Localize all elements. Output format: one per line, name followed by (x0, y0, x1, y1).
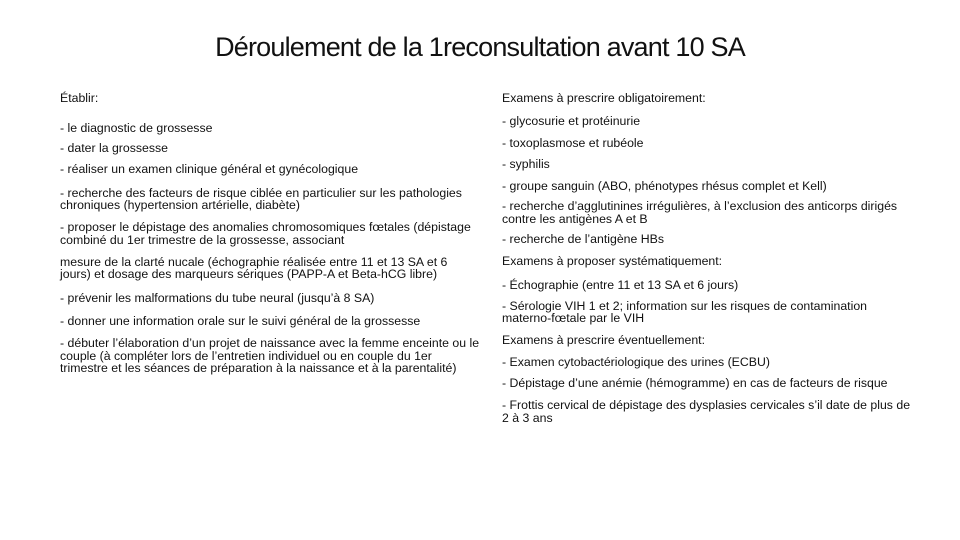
left-item-clarte-nucale: mesure de la clarté nucale (échographie réalisée entre 11 et 13 SA et 6 jours) et dosage des marqueurs sériques (PAPP-A et Beta-hCG libre) (60, 255, 448, 282)
left-item-dater: - dater la grossesse (60, 141, 168, 156)
right-item-anemie: - Dépistage d’une anémie (hémogramme) en cas de facteurs de risque (502, 376, 888, 391)
left-heading: Établir: (60, 91, 99, 105)
left-item-diagnostic: - le diagnostic de grossesse (60, 121, 213, 135)
right-heading-systematique: Examens à proposer systématiquement: (502, 254, 723, 269)
right-heading-eventuel: Examens à prescrire éventuellement: (502, 332, 705, 347)
right-item-syphilis: - syphilis (502, 156, 550, 171)
left-column (60, 92, 480, 374)
right-item-glycosurie: - glycosurie et protéinurie (502, 114, 641, 129)
right-item-ecbu: - Examen cytobactériologique des urines (ECBU) (502, 354, 770, 369)
right-item-echographie: - Échographie (entre 11 et 13 SA et 6 jours) (502, 277, 739, 292)
right-item-antigene-hbs: - recherche de l’antigène HBs (502, 232, 664, 247)
left-item-facteurs: - recherche des facteurs de risque ciblée en particulier sur les pathologies chroniques (hypertension artérielle, diabète) (60, 185, 462, 213)
slide-title: Déroulement de la 1reconsultation avant 10 SA (215, 32, 745, 62)
left-item-tube-neural: - prévenir les malformations du tube neural (jusqu’à 8 SA) (60, 290, 375, 305)
right-item-serologie-vih: - Sérologie VIH 1 et 2; information sur les risques de contamination materno-fœtale par le VIH (502, 298, 867, 326)
left-item-depistage: - proposer le dépistage des anomalies chromosomiques fœtales (dépistage combiné du 1er trimestre de la grossesse, associant (60, 220, 471, 247)
left-item-projet-naissance: - débuter l’élaboration d’un projet de naissance avec la femme enceinte ou le couple (à compléter lors de l’entretien individuel ou en couple du 1er trimestre et les séances de préparation à la naissance et à la parentalité) (60, 336, 480, 375)
right-item-toxoplasmose: - toxoplasmose et rubéole (502, 135, 644, 150)
right-item-frottis: - Frottis cervical de dépistage des dysplasies cervicales s’il date de plus de 2 à 3 ans (502, 398, 911, 425)
right-item-groupe-sanguin: - groupe sanguin (ABO, phénotypes rhésus complet et Kell) (502, 179, 827, 194)
right-item-agglutinines: - recherche d’agglutinines irrégulières, à l’exclusion des anticorps dirigés contre les antigènes A et B (502, 199, 898, 226)
left-item-examen: - réaliser un examen clinique général et gynécologique (60, 161, 359, 176)
right-column (502, 92, 912, 424)
right-heading-obligatoire: Examens à prescrire obligatoirement: (502, 91, 706, 105)
left-item-information: - donner une information orale sur le suivi général de la grossesse (60, 313, 421, 328)
